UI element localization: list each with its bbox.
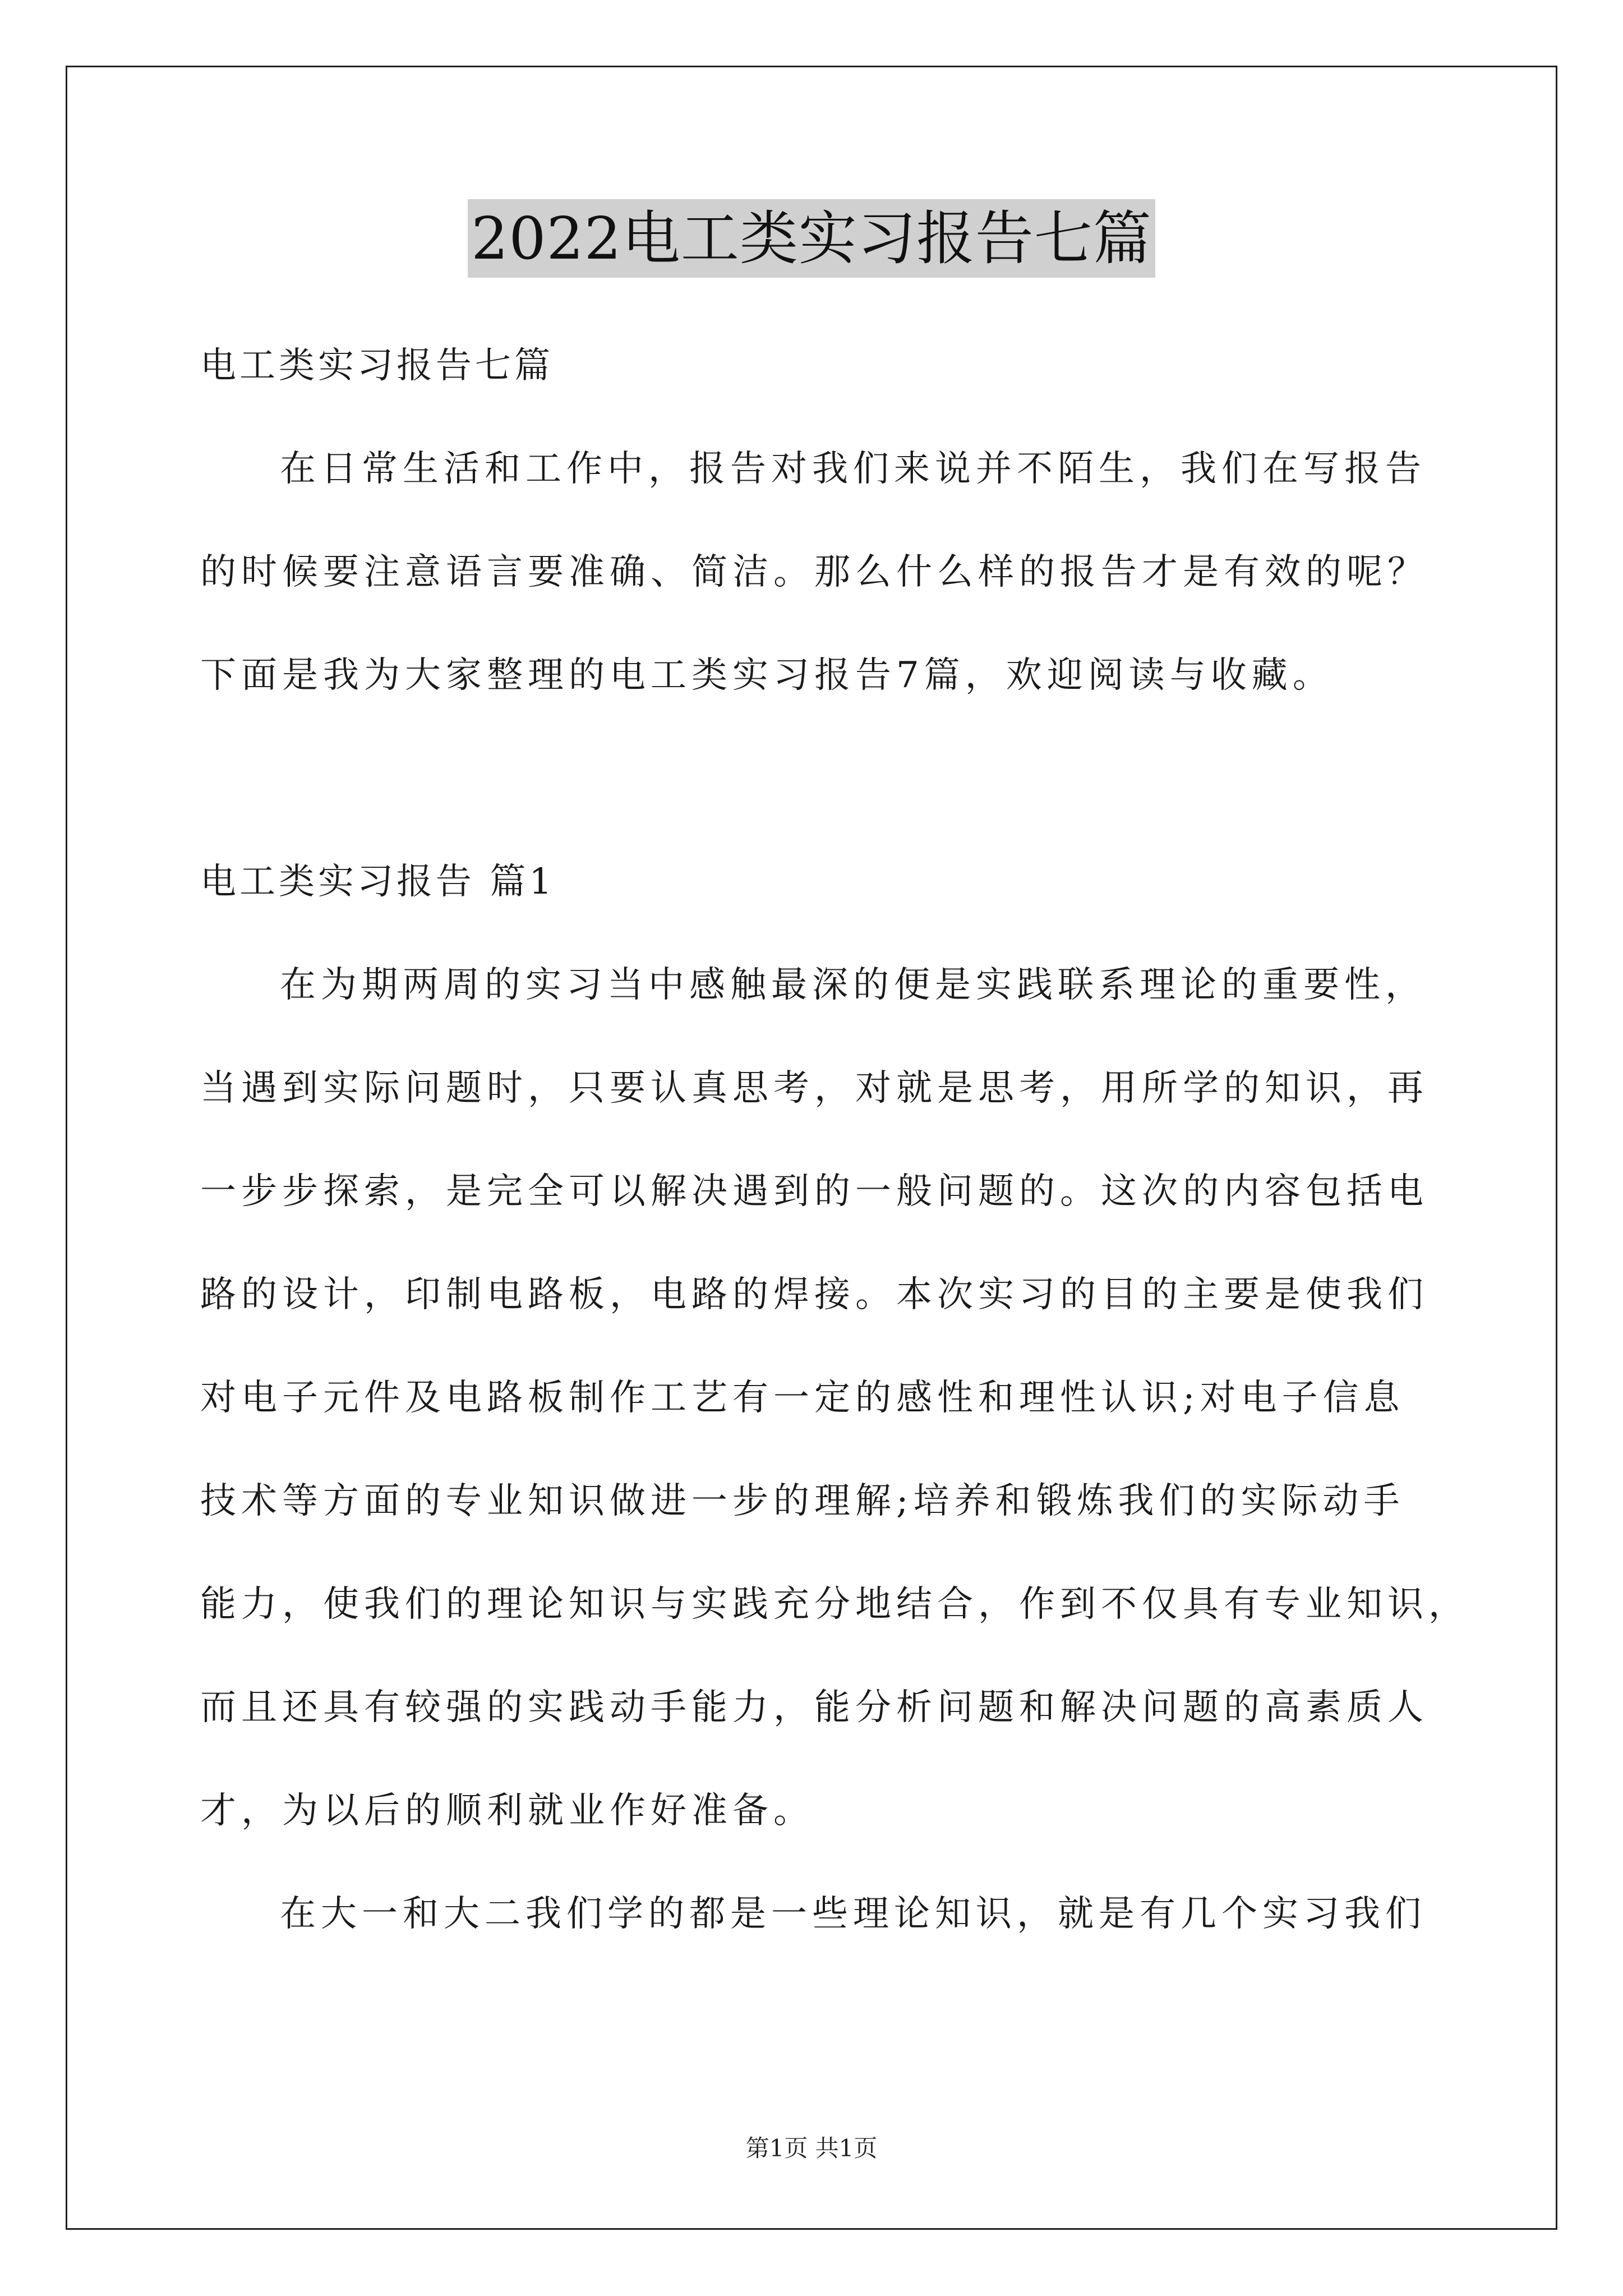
paragraph-line: 在大一和大二我们学的都是一些理论知识，就是有几个实习我们 [280,1893,1426,1935]
paragraph-line: 才，为以后的顺利就业作好准备。 [200,1790,814,1832]
paragraph-line: 一步步探索，是完全可以解决遇到的一般问题的。这次的内容包括电 [200,1171,1428,1212]
paragraph-line: 路的设计，印制电路板，电路的焊接。本次实习的目的主要是使我们 [200,1274,1428,1315]
paragraph-line: 而且还具有较强的实践动手能力，能分析问题和解决问题的高素质人 [200,1687,1428,1728]
document-title: 2022电工类实习报告七篇 [468,199,1155,278]
paragraph-line: 当遇到实际问题时，只要认真思考，对就是思考，用所学的知识，再 [200,1068,1428,1109]
paragraph-line: 在为期两周的实习当中感触最深的便是实践联系理论的重要性， [280,964,1426,1006]
page-footer [0,2132,1623,2165]
title-area [0,199,1623,278]
document-subtitle: 电工类实习报告七篇 [200,345,554,386]
spacer [200,727,1456,830]
document-body [200,314,1469,1966]
paragraph-line: 技术等方面的专业知识做进一步的理解;培养和锻炼我们的实际动手 [200,1480,1405,1522]
paragraph-line: 能力，使我们的理论知识与实践充分地结合，作到不仅具有专业知识， [200,1584,1469,1625]
paragraph-line: 在日常生活和工作中，报告对我们来说并不陌生，我们在写报告 [280,448,1426,490]
section-heading: 电工类实习报告 篇1 [200,861,556,903]
page-number-label: 第1页 共1页 [745,2134,878,2162]
paragraph-line: 下面是我为大家整理的电工类实习报告7篇，欢迎阅读与收藏。 [200,655,1334,696]
paragraph-line: 的时候要注意语言要准确、简洁。那么什么样的报告才是有效的呢？ [200,551,1428,593]
paragraph-line: 对电子元件及电路板制作工艺有一定的感性和理性认识;对电子信息 [200,1377,1405,1419]
